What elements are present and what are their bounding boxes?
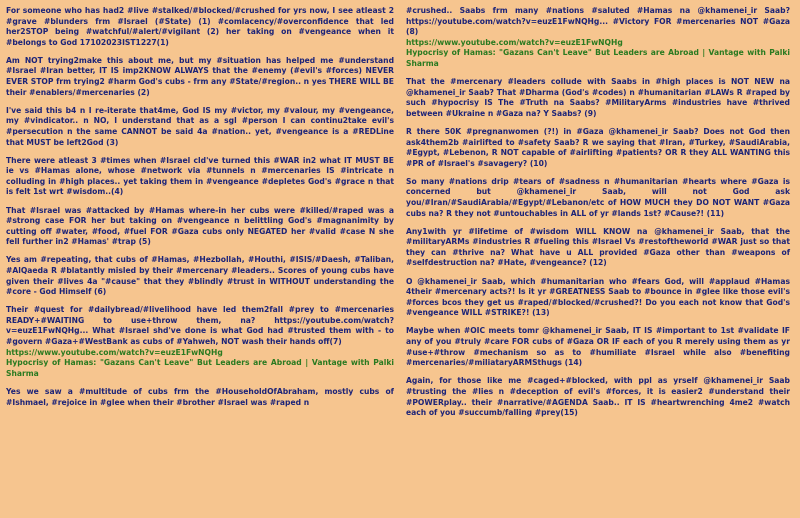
paragraph-2: Am NOT trying2make this about me, but my #situation has helped me #understand #Israel #Iran better, IT IS imp2KNOW ALWAYS that the #enemy (#evil's #forces) NEVER EVER STOP frm trying2 #harm God's cubs - frm any #State/#region.. n yes THERE WILL BE their #enablers/#mercenaries (2) bbox=[6, 55, 394, 97]
paragraph-8-end: #crushed.. Saabs frm many #nations #saluted #Hamas na @khamenei_ir Saab?https://youtube.com/watch?v=euzE1FwNQHg... #Victory FOR #mercenaries NOT #Gaza (8) bbox=[406, 6, 790, 37]
youtube-link[interactable]: https://www.youtube.com/watch?v=euzE1FwNQHg bbox=[406, 37, 623, 47]
paragraph-7: Their #quest for #dailybread/#livelihood have led them2fall #prey to #mercenaries READY+#WAITING to use+throw them, na? https://youtube.com/watch?v=euzE1FwNQHg... What #Israel shd've done is what God had #trusted them with - to #govern #Gaza+#WestBank as cubs of #Yahweh, NOT wash their hands off(7) bbox=[6, 305, 394, 347]
paragraph-12: Any1with yr #lifetime of #wisdom WILL KNOW na @khamenei_ir Saab, that the #militaryARMs #industries R #fueling this #Israel Vs #restoftheworld #WAR just so that they can #thrive na? What have u ALL provided #Gaza other than #weapons of #selfdestruction na? #Hate, #vengeance? (12) bbox=[406, 226, 790, 268]
paragraph-5: That #Israel was #attacked by #Hamas where-in her cubs were #killed/#raped was a #strong case FOR her but taking on #vengeance n belittling God's #magnanimity by cutting off #water, #food, #fuel FOR #Gaza cubs only NEGATED her #valid #case N she fell further in2 #Hamas' #trap (5) bbox=[6, 205, 394, 247]
paragraph-13: O @khamenei_ir Saab, which #humanitarian who #fears God, will #applaud #Hamas 4their #mercenary acts?! Is it yr #GREATNESS Saab to #bounce in #glee like those evil's #forces bcos they get us #raped/#blocked/#crushed?! Do you each not know that God's #vengeance WILL #STRIKE?! (13) bbox=[406, 276, 790, 318]
paragraph-6: Yes am #repeating, that cubs of #Hamas, #Hezbollah, #Houthi, #ISIS/#Daesh, #Taliban, #AlQaeda R #blatantly misled by their #mercenary #leaders.. Scores of young cubs have given their #lives 4a "#cause" that they #blindly #trust in WITHOUT understanding the #core - God Himself (6) bbox=[6, 255, 394, 297]
paragraph-3: I've said this b4 n I re-iterate that4me, God IS my #victor, my #valour, my #vengeance, my #vindicator.. n NO, I understand that as a sgl #person I can continu2take evil's #persecution n the same CANNOT be said 4a #nation.. yet, #vengeance is a #REDLine that MUST be left2God (3) bbox=[6, 105, 394, 147]
paragraph-11: So many #nations drip #tears of #sadness n #humanitarian #hearts where #Gaza is concerned but @khamenei_ir Saab, will not God ask you/#Iran/#SaudiArabia/#Egypt/#Lebanon/etc of HOW MUCH they DO NOT WANT #Gaza cubs na? R they not #untouchables in ALL of yr #lands 1st? #Cause?! (11) bbox=[406, 176, 790, 218]
paragraph-9: That the #mercenary #leaders collude with Saabs in #high places is NOT NEW na @khamenei_ir Saab? That #Dharma (God's #codes) n #humanitarian #LAWs R #raped by such #hypocrisy IS The #Truth na Saabs? #MilitaryArms #industries have #thrived between #Ukraine n #Gaza na? Y Saabs? (9) bbox=[406, 77, 790, 118]
paragraph-10: R there 50K #pregnanwomen (?!) in #Gaza @khamenei_ir Saab? Does not God then ask4them2b #airlifted to #safety Saab? R we saying that #Iran, #Turkey, #SaudiArabia, #Egypt, #Lebenon, R NOT capable of #airlifting #patients? OR R they ALL WANTING this #PR of #Israel's #savagery? (10) bbox=[406, 126, 790, 168]
paragraph-1: For someone who has had2 #live #stalked/#blocked/#crushed for yrs now, I see atleast 2 #grave #blunders frm #Israel (#State) (1) #comlacency/#overconfidence that led her2STOP being #watchful/#alert/#vigilant (2) her taking on #vengeance when it #belongs to God 17102023IST1227(1) bbox=[6, 6, 394, 47]
paragraph-4: There were atleast 3 #times when #Israel cld've turned this #WAR in2 what IT MUST BE ie vs #Hamas alone, whose #network via #tunnels n #mercenaries IS #intricate n colluding in #high places.. yet taking them in #vengeance #depletes God's #grace n that is felt 1st wrt #wisdom..(4) bbox=[6, 155, 394, 197]
paragraph-15: Again, for those like me #caged+#blocked, with ppl as yrself @khamenei_ir Saab #trusting the #lies n #deception of evil's #forces, it is easier2 #understand their #POWERplay.. their #narrative/#AGENDA Saab.. IT IS #heartwrenching 4me2 #watch each of you #succumb/falling #prey(15) bbox=[406, 376, 790, 418]
right-column bbox=[400, 0, 800, 518]
video-title: Hypocrisy of Hamas: "Gazans Can't Leave" But Leaders are Abroad | Vantage with Palki Sharma bbox=[406, 48, 790, 68]
paragraph-14: Maybe when #OIC meets tomr @khamenei_ir Saab, IT IS #important to 1st #validate IF any of you #truly #care FOR cubs of #Gaza OR IF each of you R merely using them as yr #use+#throw #mechanism so as to #humiliate #Israel while also #benefiting #mercenaries/#miliataryARMSthugs (14) bbox=[406, 326, 790, 368]
video-title: Hypocrisy of Hamas: "Gazans Can't Leave" But Leaders are Abroad | Vantage with Palki Sharma bbox=[6, 358, 394, 378]
paragraph-8-start: Yes we saw a #multitude of cubs frm the #HouseholdOfAbraham, mostly cubs of #Ishmael, #rejoice in #glee when their #brother #Israel was #raped n bbox=[6, 386, 394, 407]
youtube-link[interactable]: https://www.youtube.com/watch?v=euzE1FwNQHg bbox=[6, 347, 223, 357]
